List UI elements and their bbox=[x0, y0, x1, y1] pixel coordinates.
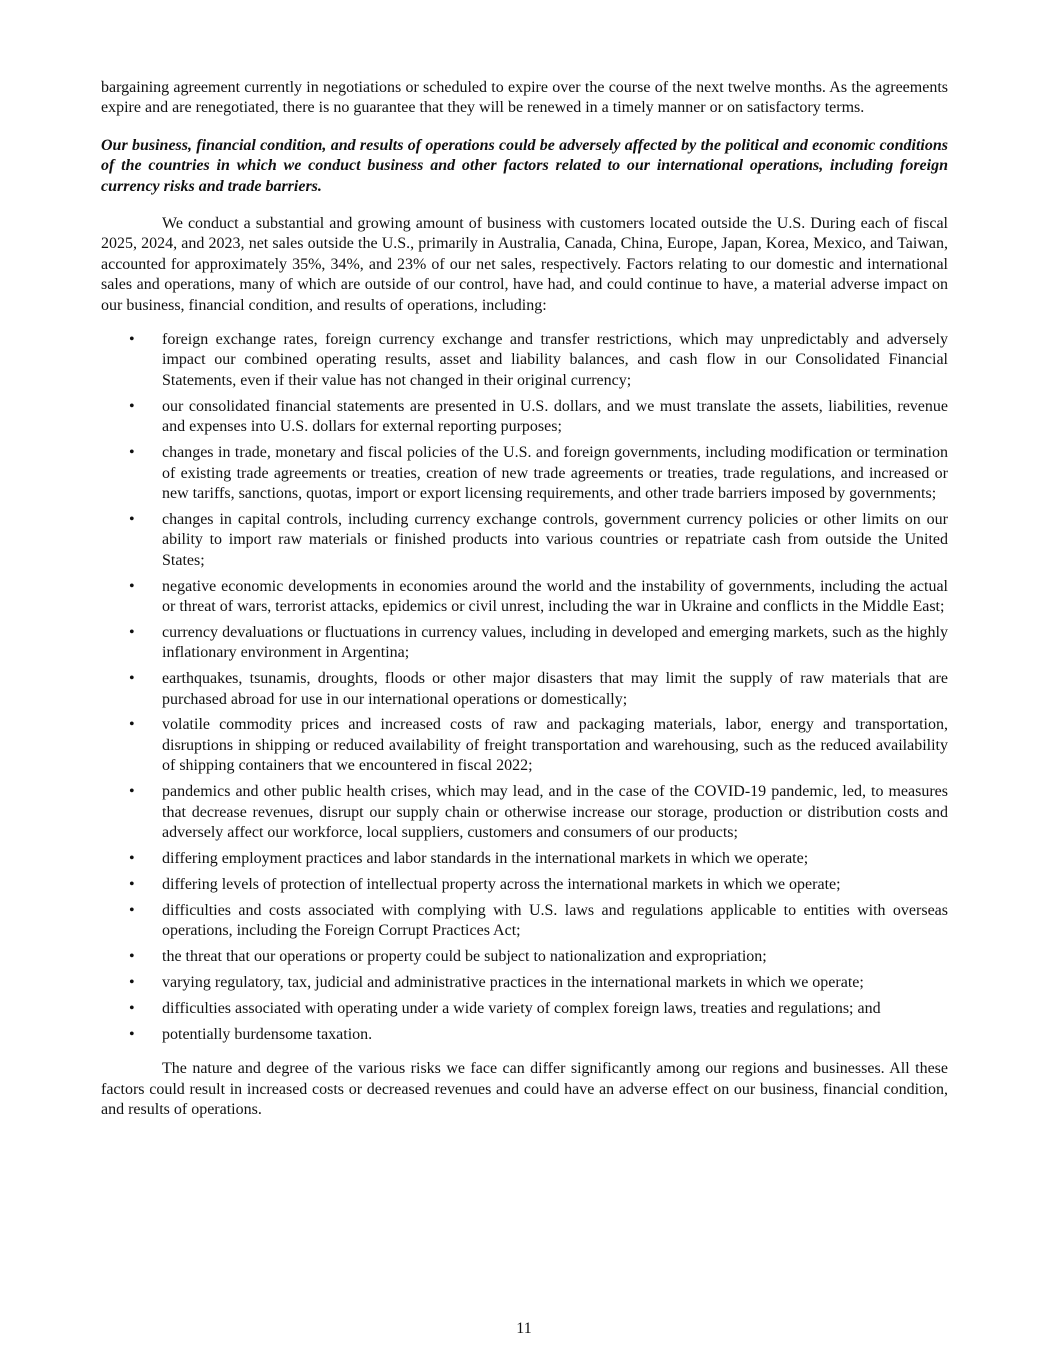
list-item bbox=[101, 782, 948, 843]
list-item bbox=[101, 510, 948, 571]
list-item-text: currency devaluations or fluctuations in currency values, including in developed and emerging markets, such as the highly inflationary environment in Argentina; bbox=[162, 623, 948, 662]
list-item bbox=[101, 849, 948, 869]
risk-bullet-list bbox=[101, 330, 948, 1045]
bullet-icon: • bbox=[129, 577, 135, 595]
bullet-icon: • bbox=[129, 948, 135, 966]
bullet-icon: • bbox=[129, 783, 135, 801]
list-item bbox=[101, 623, 948, 664]
list-item-text: our consolidated financial statements are presented in U.S. dollars, and we must translate the assets, liabilities, revenue and expenses into U.S. dollars for external reporting purposes; bbox=[162, 397, 948, 436]
list-item bbox=[101, 1025, 948, 1045]
list-item bbox=[101, 577, 948, 618]
list-item bbox=[101, 715, 948, 776]
list-item-text: volatile commodity prices and increased costs of raw and packaging materials, labor, energy and transportation, disruptions in shipping or reduced availability of freight transportation and warehousing, such as the reduced availability of shipping containers that we encountered in fiscal 2022; bbox=[162, 716, 948, 775]
bullet-icon: • bbox=[129, 973, 135, 991]
list-item bbox=[101, 999, 948, 1019]
page-number: 11 bbox=[516, 1320, 532, 1337]
list-item-text: earthquakes, tsunamis, droughts, floods or other major disasters that may limit the supply of raw materials that are purchased abroad for use in our international operations or domestically; bbox=[162, 670, 948, 708]
intro-paragraph: bargaining agreement currently in negotiations or scheduled to expire over the course of the next twelve months. As the agreements expire and are renegotiated, there is no guarantee that they will be renewed in a timely manner or on satisfactory terms. bbox=[101, 79, 948, 117]
list-item bbox=[101, 330, 948, 391]
list-item bbox=[101, 397, 948, 438]
list-item-text: changes in capital controls, including currency exchange controls, government currency policies or other limits on our ability to import raw materials or finished products into various countries or repatriate cash from outside the United States; bbox=[162, 510, 948, 569]
bullet-icon: • bbox=[129, 670, 135, 688]
document-page bbox=[101, 78, 948, 1120]
list-item-text: pandemics and other public health crises, which may lead, and in the case of the COVID-19 pandemic, led, to measures that decrease revenues, disrupt our supply chain or otherwise increase our storage, production or distribution costs and adversely affect our workforce, local suppliers, customers and consumers of our products; bbox=[162, 783, 948, 841]
list-item-text: negative economic developments in economies around the world and the instability of governments, including the actual or threat of wars, terrorist attacks, epidemics or civil unrest, including the war in Ukraine and conflicts in the Middle East; bbox=[162, 577, 948, 615]
list-item-text: foreign exchange rates, foreign currency exchange and transfer restrictions, which may unpredictably and adversely impact our combined operating results, asset and liability balances, and cash flow in our Consolidated Financial Statements, even if their value has not changed in their original currency; bbox=[162, 331, 948, 389]
list-item bbox=[101, 875, 948, 895]
bullet-icon: • bbox=[129, 849, 135, 867]
closing-paragraph: The nature and degree of the various risks we face can differ significantly among our regions and businesses. All these factors could result in increased costs or decreased revenues and could have an adverse effect on our business, financial condition, and results of operations. bbox=[101, 1060, 948, 1118]
bullet-icon: • bbox=[129, 875, 135, 893]
body-paragraph: We conduct a substantial and growing amount of business with customers located outside the U.S. During each of fiscal 2025, 2024, and 2023, net sales outside the U.S., primarily in Australia, Canada, China, Europe, Japan, Korea, Mexico, and Taiwan, accounted for approximately 35%, 34%, and 23% of our net sales, respectively. Factors relating to our domestic and international sales and operations, many of which are outside of our control, have had, and could continue to have, a material adverse impact on our business, financial condition, and results of operations, including: bbox=[101, 215, 948, 314]
list-item bbox=[101, 443, 948, 504]
list-item bbox=[101, 901, 948, 942]
list-item-text: changes in trade, monetary and fiscal policies of the U.S. and foreign governments, including modification or termination of existing trade agreements or treaties, creation of new trade agreements or treaties, trade regulations, and increased or new tariffs, sanctions, quotas, import or export licensing requirements, and other trade barriers imposed by governments; bbox=[162, 444, 948, 502]
bullet-icon: • bbox=[129, 716, 135, 734]
list-item-text: differing levels of protection of intellectual property across the international markets in which we operate; bbox=[162, 875, 841, 893]
bullet-icon: • bbox=[129, 901, 135, 919]
list-item-text: difficulties and costs associated with complying with U.S. laws and regulations applicable to entities with overseas operations, including the Foreign Corrupt Practices Act; bbox=[162, 901, 948, 940]
list-item-text: differing employment practices and labor standards in the international markets in which we operate; bbox=[162, 849, 809, 867]
bullet-icon: • bbox=[129, 397, 135, 415]
list-item bbox=[101, 947, 948, 967]
bullet-icon: • bbox=[129, 999, 135, 1017]
list-item-text: varying regulatory, tax, judicial and administrative practices in the international markets in which we operate; bbox=[162, 973, 864, 991]
list-item bbox=[101, 669, 948, 710]
list-item-text: potentially burdensome taxation. bbox=[162, 1025, 373, 1043]
list-item-text: difficulties associated with operating under a wide variety of complex foreign laws, treaties and regulations; and bbox=[162, 999, 881, 1017]
bullet-icon: • bbox=[129, 444, 135, 462]
list-item bbox=[101, 973, 948, 993]
risk-factor-heading: Our business, financial condition, and results of operations could be adversely affected by the political and economic conditions of the countries in which we conduct business and other factors related to our international operations, including foreign currency risks and trade barriers. bbox=[101, 136, 948, 195]
list-item-text: the threat that our operations or property could be subject to nationalization and expropriation; bbox=[162, 948, 767, 966]
bullet-icon: • bbox=[129, 623, 135, 641]
bullet-icon: • bbox=[129, 1025, 135, 1043]
bullet-icon: • bbox=[129, 331, 135, 349]
bullet-icon: • bbox=[129, 510, 135, 528]
